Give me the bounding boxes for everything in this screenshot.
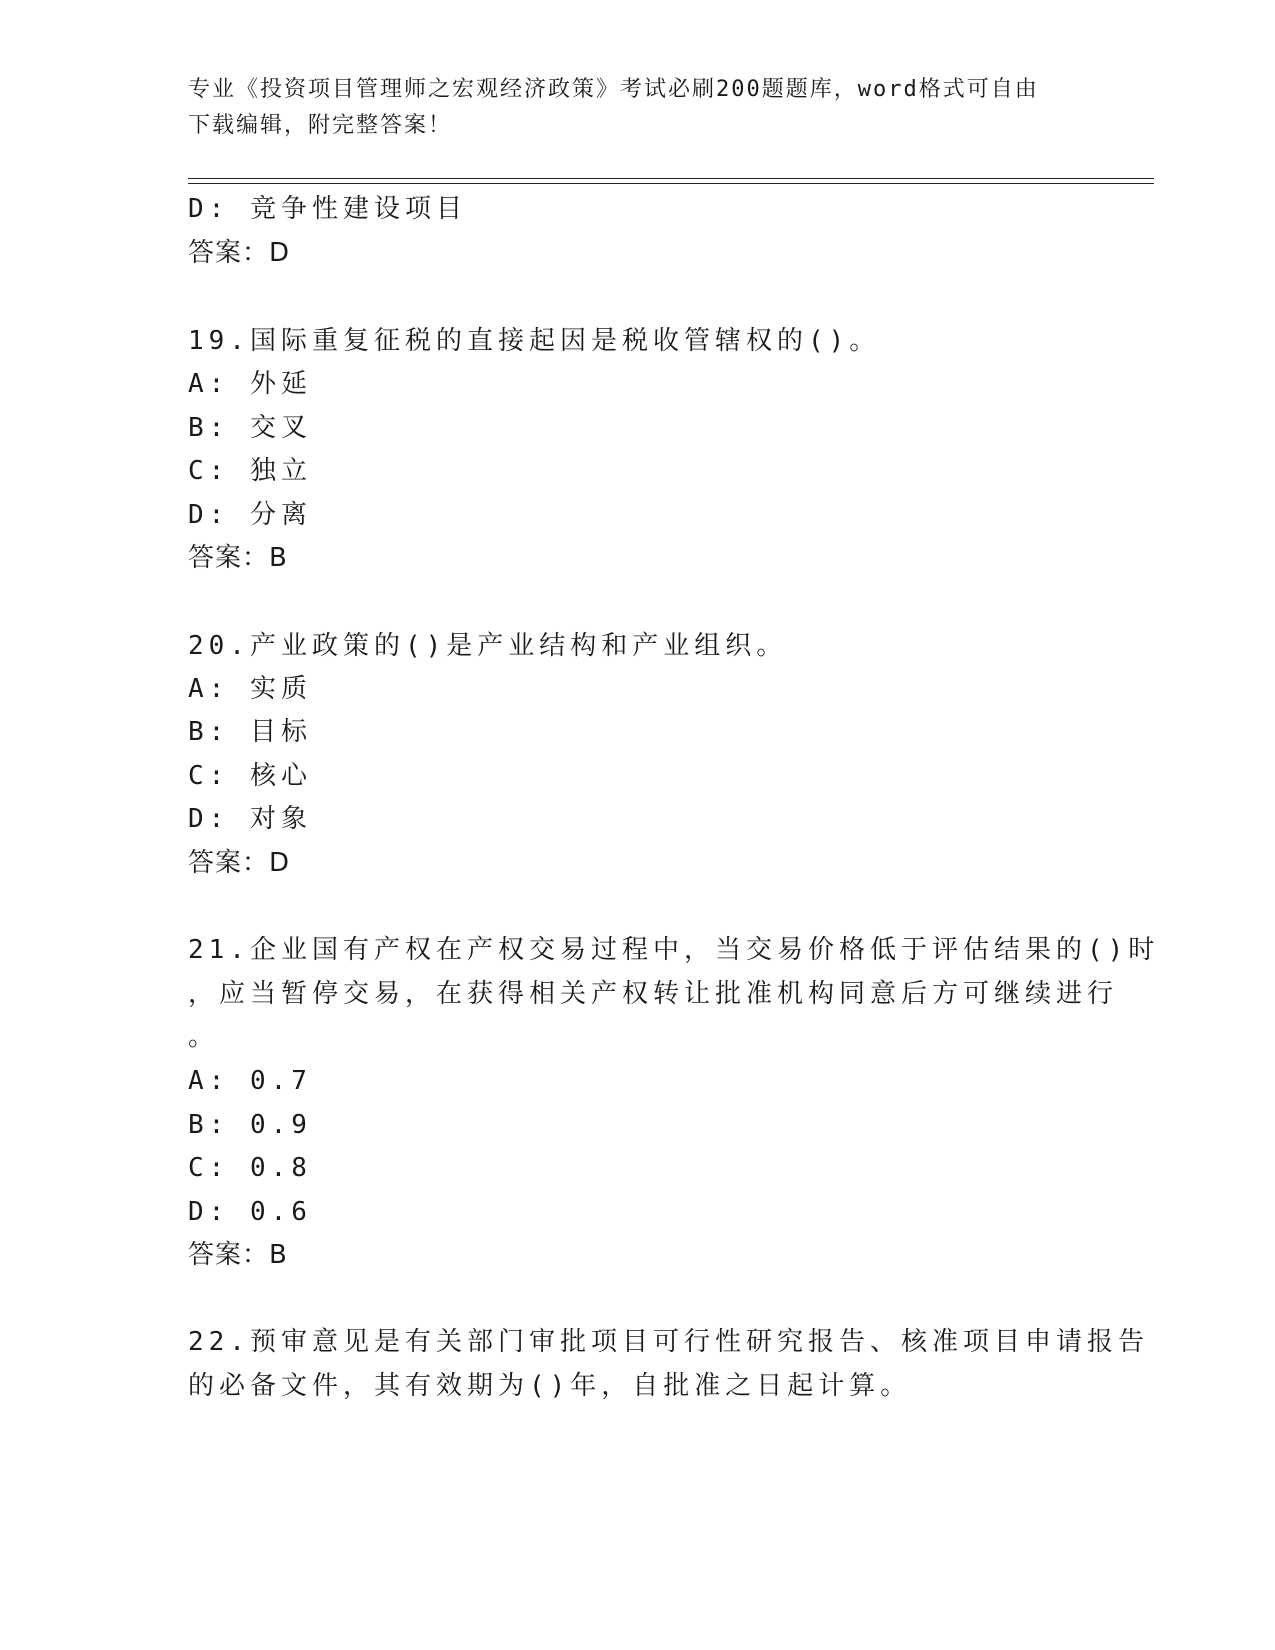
intro-line-1: 专业《投资项目管理师之宏观经济政策》考试必刷200题题库，word格式可自由 bbox=[188, 77, 1039, 102]
option-c: C: 独立 bbox=[188, 456, 312, 486]
previous-answer: 答案：D bbox=[188, 238, 291, 268]
option-d: D: 对象 bbox=[188, 804, 312, 834]
question-stem: 20.产业政策的()是产业结构和产业组织。 bbox=[188, 631, 788, 661]
header-divider-top bbox=[188, 178, 1154, 179]
question-stem-line-1: 22.预审意见是有关部门审批项目可行性研究报告、核准项目申请报告 bbox=[188, 1327, 1149, 1357]
option-d: D: 分离 bbox=[188, 500, 312, 530]
option-c: C: 0.8 bbox=[188, 1153, 312, 1183]
option-b: B: 0.9 bbox=[188, 1110, 312, 1140]
answer: 答案：D bbox=[188, 848, 291, 878]
answer: 答案：B bbox=[188, 543, 288, 573]
option-a: A: 实质 bbox=[188, 674, 312, 704]
previous-option-d: D: 竞争性建设项目 bbox=[188, 194, 467, 224]
option-a: A: 外延 bbox=[188, 369, 312, 399]
option-b: B: 交叉 bbox=[188, 413, 312, 443]
intro-line-2: 下载编辑，附完整答案！ bbox=[188, 113, 453, 138]
question-stem-line-1: 21.企业国有产权在产权交易过程中，当交易价格低于评估结果的()时 bbox=[188, 935, 1160, 965]
question-stem: 19.国际重复征税的直接起因是税收管辖权的()。 bbox=[188, 326, 881, 356]
option-d: D: 0.6 bbox=[188, 1197, 312, 1227]
question-stem-line-2: ，应当暂停交易，在获得相关产权转让批准机构同意后方可继续进行 bbox=[188, 979, 1119, 1009]
document-intro bbox=[188, 72, 1068, 144]
option-b: B: 目标 bbox=[188, 717, 312, 747]
question-stem-line-2: 的必备文件，其有效期为()年，自批准之日起计算。 bbox=[188, 1371, 912, 1401]
question-stem-line-3: 。 bbox=[188, 1022, 220, 1052]
option-c: C: 核心 bbox=[188, 761, 312, 791]
answer: 答案：B bbox=[188, 1240, 288, 1270]
header-divider-bottom bbox=[188, 183, 1154, 184]
option-a: A: 0.7 bbox=[188, 1066, 312, 1096]
